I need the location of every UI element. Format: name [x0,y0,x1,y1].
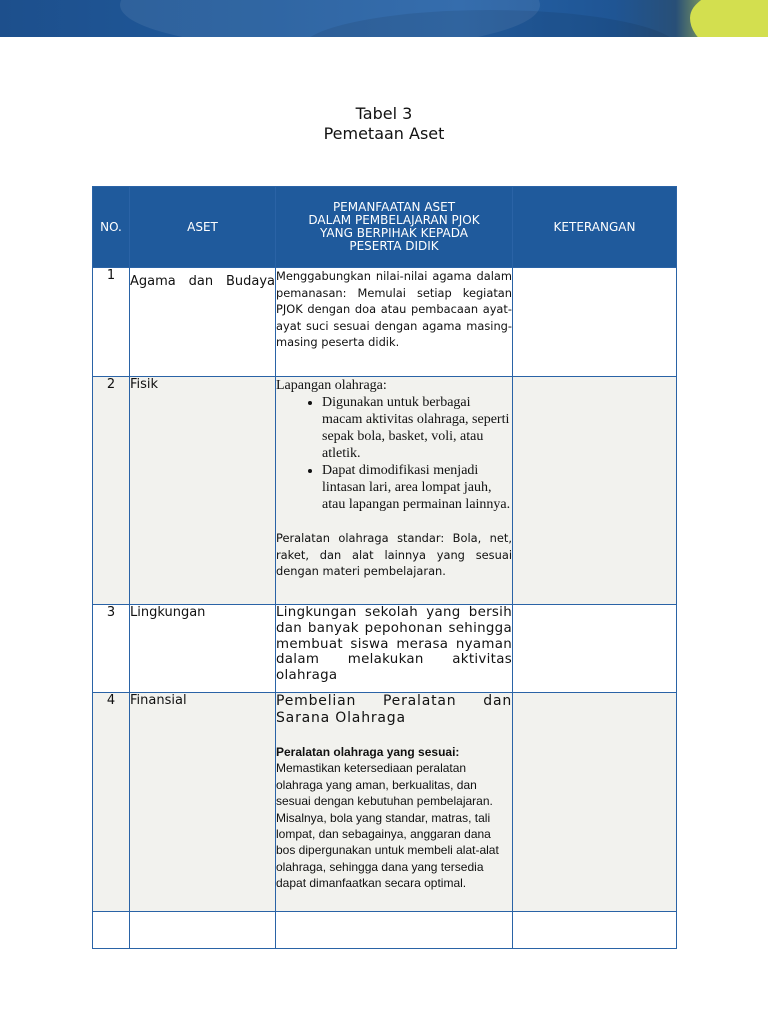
bullet-list [276,394,512,513]
row-aset-cell [130,268,276,377]
table-number: Tabel 3 [355,104,413,123]
row-pemanfaatan [276,693,513,912]
row-number: 3 [93,605,130,693]
header-aset: ASET [130,187,276,268]
row-aset: Agama dan Budaya [130,274,275,289]
row-text: Peralatan olahraga standar: Bola, net, raket, dan alat lainnya yang sesuai dengan materi pembelajaran. [276,531,512,578]
empty-cell [513,912,677,949]
empty-cell [93,912,130,949]
header-pemanfaatan-line: PESERTA DIDIK [349,239,439,253]
row-pemanfaatan [276,605,513,693]
row-aset: Finansial [130,693,276,912]
list-item: • Dapat dimodifikasi menjadi lintasan lari, area lompat jauh, atau lapangan permainan lainnya. [322,462,512,513]
row-keterangan [513,268,677,377]
table-row [93,605,677,693]
table-row [93,268,677,377]
header-no: NO. [93,187,130,268]
row-pemanfaatan [276,268,513,377]
row-pemanfaatan [276,377,513,605]
header-pemanfaatan-line: DALAM PEMBELAJARAN PJOK [308,213,480,227]
row-aset: Lingkungan [130,605,276,693]
banner-accent-decoration [690,0,768,37]
empty-cell [130,912,276,949]
row-text: Lingkungan sekolah yang bersih dan banyak pepohonan sehingga membuat siswa merasa nyaman dalam melakukan aktivitas olahraga [276,605,512,684]
asset-mapping-table [92,186,677,949]
header-pemanfaatan [276,187,513,268]
row-keterangan [513,693,677,912]
row-number: 4 [93,693,130,912]
table-row [93,377,677,605]
list-item: • Digunakan untuk berbagai macam aktivitas olahraga, seperti sepak bola, basket, voli, atau atletik. [322,394,512,462]
row-text: Memastikan ketersediaan peralatan olahraga yang aman, berkualitas, dan sesuai dengan kebutuhan pembelajaran. Misalnya, bola yang standar, matras, tali lompat, dan sebagainya, anggaran dana bos dipergunakan untuk membeli alat-alat olahraga, sehingga dana yang tersedia dapat dimanfaatkan secara optimal. [276,761,499,891]
header-banner [0,0,768,37]
bold-label: Peralatan olahraga yang sesuai: [276,745,460,759]
row-number: 2 [93,377,130,605]
row-aset: Fisik [130,377,276,605]
row-keterangan [513,605,677,693]
row-keterangan [513,377,677,605]
row-number: 1 [93,268,130,377]
table-row-empty [93,912,677,949]
row-pemanfaatan-list [276,377,512,513]
row-intro: Lapangan olahraga: [276,378,387,393]
row-bold-label [276,744,512,760]
table-title: Pemetaan Aset [323,124,445,143]
empty-cell [276,912,513,949]
row-text: Menggabungkan nilai-nilai agama dalam pemanasan: Memulai setiap kegiatan PJOK dengan doa atau pembacaan ayat-ayat suci sesuai dengan agama masing-masing peserta didik. [276,269,512,349]
header-keterangan: KETERANGAN [513,187,677,268]
header-pemanfaatan-line: PEMANFAATAN ASET [332,200,456,214]
header-pemanfaatan-line: YANG BERPIHAK KEPADA [320,226,468,240]
row-heading: Pembelian Peralatan dan Sarana Olahraga [276,693,512,726]
table-row [93,693,677,912]
table-header-row [93,187,677,268]
